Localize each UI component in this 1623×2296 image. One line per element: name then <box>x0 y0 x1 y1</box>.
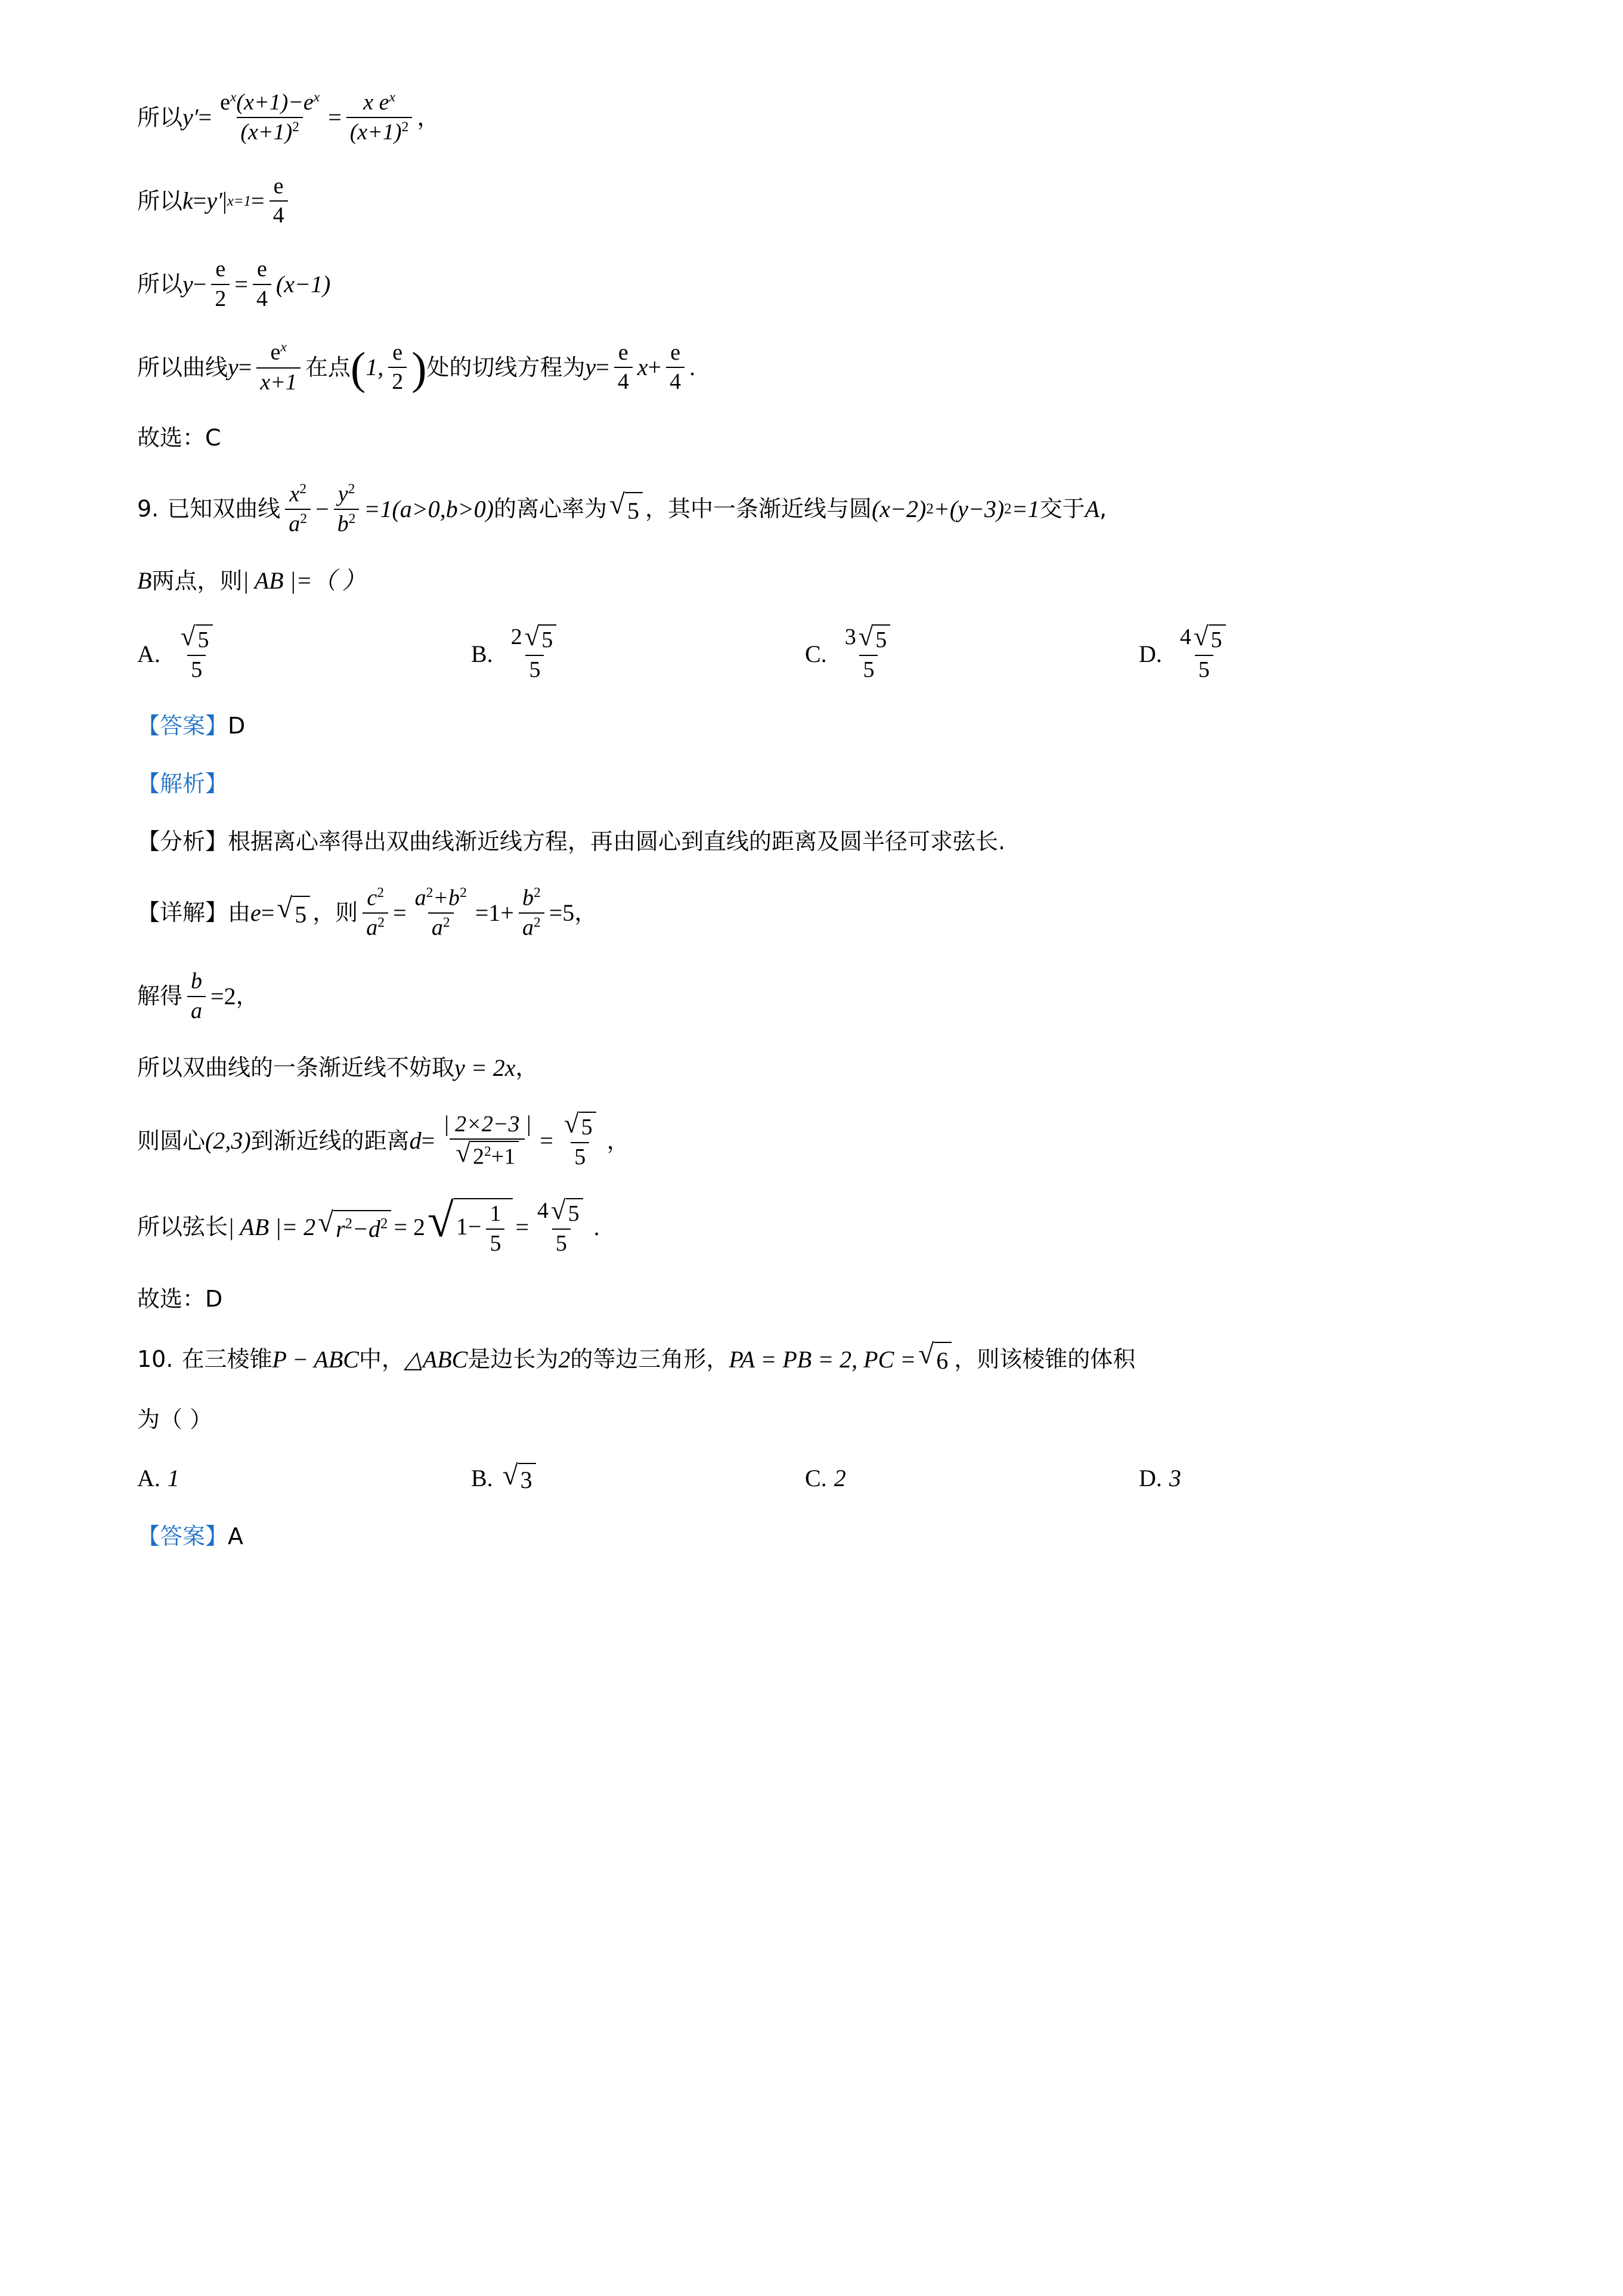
choice-b[interactable] <box>471 621 805 683</box>
equals-4: = <box>251 187 265 215</box>
b-base: b <box>522 885 534 911</box>
radical-sign: √ <box>524 621 540 652</box>
radicand: 5 <box>196 624 213 654</box>
b-base: b <box>337 511 349 537</box>
asymptote-comma: ， <box>515 1054 538 1081</box>
fraction-denominator <box>428 912 454 941</box>
equals-3: = <box>193 187 207 215</box>
radical-sign: √ <box>918 1339 934 1370</box>
fraction-e-over-4-d <box>666 340 684 395</box>
fraction-numerator: e <box>670 339 681 365</box>
fraction-denominator: 2 <box>211 284 230 312</box>
choice-c-label: C. <box>805 640 827 668</box>
solve-eq: =2 <box>210 983 236 1010</box>
radicand: 5 <box>292 896 310 931</box>
fraction-denominator: 5 <box>187 655 206 683</box>
sqrt-3 <box>502 1459 536 1494</box>
fraction-numerator <box>175 621 219 655</box>
fraction-b-a <box>187 968 206 1024</box>
radical-sign: √ <box>428 1194 454 1247</box>
var-y: y <box>182 104 193 131</box>
sqrt-5-b <box>277 892 310 931</box>
chord-eq2: = <box>515 1214 529 1240</box>
q9-circle-2: +(y−3) <box>933 496 1005 523</box>
var-x-1: x <box>637 354 648 381</box>
b-exponent: 2 <box>533 884 541 901</box>
fraction-numerator: b <box>191 968 203 994</box>
q9-text-2: 的离心率为 <box>494 496 608 522</box>
comma-2: , <box>1099 496 1107 522</box>
q10-pabc: P − ABC <box>272 1345 359 1373</box>
fraction-e-over-4 <box>270 174 288 229</box>
fraction-denominator <box>285 509 311 537</box>
q9-solve-row <box>137 968 1495 1024</box>
paren-close-big: ) <box>411 344 427 394</box>
q9-circle-3: =1 <box>1011 496 1040 523</box>
fraction-denominator: a <box>187 996 206 1025</box>
exponent-2: 2 <box>484 1144 491 1160</box>
num-rest: (x+1)−e <box>236 89 314 115</box>
fraction-denominator: 5 <box>571 1142 589 1171</box>
var-y-2: y <box>206 187 218 215</box>
q9-text-5: 两点，则 <box>151 567 243 594</box>
guxuan-d: 故选：D <box>137 1286 223 1313</box>
q10-text-5: ，则该棱锥的体积 <box>954 1346 1136 1373</box>
fraction-denominator <box>237 117 303 146</box>
solve-prefix: 解得 <box>137 983 183 1010</box>
radicand: 5 <box>625 492 643 527</box>
radicand <box>333 1210 391 1245</box>
fraction-denominator: 5 <box>486 1229 504 1257</box>
e-base: e <box>220 89 230 115</box>
a-base: a <box>366 915 378 940</box>
radicand: 3 <box>518 1463 536 1494</box>
fraction-numerator: e <box>618 339 628 365</box>
tangent-tail: (x−1) <box>275 270 331 298</box>
plus-1: + <box>648 354 662 381</box>
fraction-e-over-2 <box>211 256 230 312</box>
paren-open-big: ( <box>350 344 366 394</box>
question-9-number: 9. <box>137 496 159 522</box>
e-exponent: x <box>230 89 237 105</box>
prime-mark: ′ <box>193 104 199 131</box>
fraction-b2-a2 <box>519 885 544 942</box>
fraction-numerator <box>507 621 563 655</box>
fraction-x2-a2 <box>285 481 311 538</box>
xj-eq4: =5 <box>549 899 575 927</box>
q10-pa-pb-pc: PA = PB = 2, PC = <box>729 1345 916 1373</box>
plus-one: +1 <box>491 1144 516 1170</box>
a-base: a <box>522 915 534 940</box>
q10-choice-b[interactable] <box>471 1459 805 1494</box>
choice-d[interactable] <box>1139 621 1237 683</box>
choice-c-value <box>841 621 897 683</box>
r-exponent: 2 <box>345 1215 353 1232</box>
q9-ab-expr: | AB |=（ ） <box>242 567 366 595</box>
radical-sign: √ <box>551 1195 566 1225</box>
fraction-c2-a2 <box>363 885 388 942</box>
radical-sign: √ <box>502 1459 518 1491</box>
dist-eq2: = <box>540 1127 553 1155</box>
fraction-denominator: 4 <box>253 284 271 312</box>
sqrt-icon <box>180 621 213 654</box>
sqrt-1-minus-fifth <box>428 1194 513 1257</box>
dist-comma: ， <box>606 1127 630 1154</box>
fraction-denominator <box>363 912 388 941</box>
coef: 4 <box>1179 624 1191 650</box>
coef: 3 <box>844 624 856 650</box>
fraction-denominator: 2 <box>388 367 407 395</box>
equals-2: = <box>328 104 342 131</box>
q9-answer-row <box>137 711 1495 741</box>
base-2: 2 <box>473 1144 485 1170</box>
fraction-numerator <box>286 481 310 509</box>
q9-text-3: ，其中一条渐近线与圆 <box>645 496 872 522</box>
q10-text-4: 的等边三角形， <box>570 1346 729 1373</box>
fraction-sqrt5-over-5 <box>558 1109 602 1170</box>
sqrt-icon <box>1193 621 1226 654</box>
radical-sign: √ <box>318 1206 334 1238</box>
q9-guxuan-row <box>137 1284 1495 1314</box>
choice-b-label: B. <box>471 640 493 668</box>
solution-line-conclusion <box>137 339 1495 395</box>
a-base: a <box>289 511 301 537</box>
fraction-denominator <box>346 117 413 146</box>
sqrt-icon <box>563 1109 596 1141</box>
radical-sign: √ <box>277 892 293 924</box>
text-suoyi: 所以 <box>137 104 183 131</box>
q10-choice-c-value: 2 <box>834 1465 846 1492</box>
var-y-4: y <box>228 354 239 381</box>
q9-circle-sup: 2 <box>926 501 934 518</box>
fraction-numerator <box>267 339 290 367</box>
xj-eq2: = <box>393 899 407 927</box>
q9-xiangjie-row <box>137 885 1495 942</box>
asymptote-eq: y = 2x <box>454 1054 516 1081</box>
fraction-numerator <box>411 885 470 912</box>
e-base-2: e <box>270 340 281 366</box>
q9-circle-sup-2: 2 <box>1004 501 1012 518</box>
fraction-e-over-4-b <box>253 256 271 312</box>
b-exponent: 2 <box>460 884 467 901</box>
choice-a-value <box>175 621 219 683</box>
fraction-numerator: e <box>256 256 267 282</box>
num2-exponent: x <box>389 89 395 105</box>
q10-text-3: 是边长为 <box>467 1346 559 1373</box>
x-exponent: 2 <box>299 481 306 497</box>
text-curve-prefix: 所以曲线 <box>137 354 228 380</box>
fraction-denominator <box>450 1138 525 1170</box>
text-suoyi-3: 所以 <box>137 271 183 298</box>
den-exponent: 2 <box>292 119 299 135</box>
fraction-numerator <box>519 885 544 912</box>
guxuan-c: 故选：C <box>137 425 221 451</box>
answer-value: A <box>228 1523 244 1549</box>
q10-choice-d[interactable] <box>1139 1464 1181 1492</box>
q10-answer-row <box>137 1521 1495 1552</box>
text-tangent-eq: 处的切线方程为 <box>426 354 586 380</box>
dist-eq: = <box>421 1127 435 1155</box>
sqrt-icon <box>551 1195 583 1227</box>
fraction-numerator <box>558 1109 602 1142</box>
answer-label: 【答案】 <box>137 712 228 739</box>
sqrt-icon <box>858 621 891 654</box>
prime-mark-2: ′ <box>217 187 222 215</box>
fraction-a2b2-a2 <box>411 885 470 942</box>
fraction-numerator: e <box>215 256 226 282</box>
point-x: 1, <box>366 354 384 381</box>
question-9-choices <box>137 621 1495 683</box>
q10-triangle: △ABC <box>404 1345 468 1373</box>
equals-6: = <box>238 354 252 381</box>
fraction-numerator <box>841 621 897 655</box>
num2-base: x e <box>363 89 389 115</box>
fraction-4sqrt5-over-5 <box>534 1195 589 1257</box>
fraction-numerator: e <box>392 339 403 365</box>
c-base: c <box>367 885 377 911</box>
answer-line-c <box>137 423 1495 453</box>
a-exponent: 2 <box>426 884 433 901</box>
radical-sign: √ <box>609 488 625 520</box>
x-base: x <box>289 481 300 507</box>
radical-sign: √ <box>858 621 874 652</box>
fraction-numerator: 1 <box>490 1200 501 1226</box>
fraction-numerator <box>1176 621 1232 655</box>
r-base: r <box>336 1215 345 1242</box>
radicand: 5 <box>539 624 556 654</box>
period-1: . <box>689 354 696 381</box>
equals-1: = <box>198 104 212 131</box>
q9-distance-row <box>137 1109 1495 1171</box>
coef-4: 4 <box>537 1197 549 1223</box>
q10-choice-b-label: B. <box>471 1465 493 1492</box>
point-B: B <box>137 567 152 595</box>
c-exponent: 2 <box>377 884 384 901</box>
radicand <box>470 1141 519 1170</box>
radicand: 5 <box>1209 624 1226 654</box>
equals-5: = <box>234 270 248 298</box>
choice-c[interactable] <box>805 621 1139 683</box>
fraction-denominator: 5 <box>525 655 544 683</box>
chord-ab: | AB |= 2 <box>228 1214 316 1240</box>
choice-b-value <box>507 621 563 683</box>
dist-d: d <box>409 1127 422 1155</box>
q10-side-length: 2 <box>558 1345 571 1373</box>
b-exponent: 2 <box>348 511 356 527</box>
q9-analysis-header <box>137 769 1495 799</box>
fraction-denominator: x+1 <box>256 367 301 396</box>
solution-line-derivative <box>137 89 1495 146</box>
solve-comma: ， <box>236 983 259 1010</box>
asymptote-text: 所以双曲线的一条渐近线不妨取 <box>137 1054 455 1081</box>
a-base: a <box>414 885 426 911</box>
q9-text-1: 已知双曲线 <box>167 496 281 522</box>
den-base: (x+1) <box>240 120 293 145</box>
plus-b: +b <box>433 885 460 911</box>
analysis-label: 【解析】 <box>137 771 228 797</box>
answer-label: 【答案】 <box>137 1523 228 1549</box>
q10-text-2: 中， <box>358 1346 404 1373</box>
dist-mid: 到渐近线的距离 <box>250 1127 410 1154</box>
choice-a[interactable] <box>137 621 471 683</box>
question-10-line-1 <box>137 1339 1495 1377</box>
fenxi-text: 根据离心率得出双曲线渐近线方程，再由圆心到直线的距离及圆半径可求弦长. <box>228 828 1006 855</box>
choice-a-label: A. <box>137 640 160 668</box>
chord-prefix: 所以弦长 <box>137 1214 228 1240</box>
text-suoyi-2: 所以 <box>137 187 183 214</box>
a-exponent: 2 <box>300 511 308 527</box>
q10-text-6: 为（ ） <box>137 1406 213 1433</box>
fraction-numerator: | 2×2−3 | <box>443 1111 532 1137</box>
sqrt-5 <box>609 488 643 527</box>
solution-line-tangent <box>137 256 1495 312</box>
d-exponent: 2 <box>380 1215 388 1232</box>
a-exponent: 2 <box>442 915 450 931</box>
q10-choice-c[interactable] <box>805 1464 1139 1492</box>
choice-d-label: D. <box>1139 640 1162 668</box>
fraction-denominator <box>334 509 360 537</box>
var-y-3: y <box>182 270 193 298</box>
choice-d-value <box>1176 621 1232 683</box>
y-base: y <box>337 481 348 507</box>
question-9-line-2 <box>137 565 1495 597</box>
minus-2: − <box>315 496 329 523</box>
one-minus: 1− <box>456 1212 482 1240</box>
den2-base: (x+1) <box>349 120 402 145</box>
radicand: 5 <box>579 1112 596 1141</box>
q9-chord-row <box>137 1194 1495 1257</box>
fraction-distance <box>439 1112 535 1171</box>
fraction-denominator: 5 <box>552 1229 571 1257</box>
q10-choice-a-value: 1 <box>167 1465 179 1492</box>
e-exponent-3: x <box>280 339 287 355</box>
answer-value: D <box>228 712 246 739</box>
minus-1: − <box>193 270 207 298</box>
radical-sign: √ <box>563 1109 579 1139</box>
fraction-e-over-2-point <box>388 340 407 395</box>
radicand: 6 <box>934 1342 952 1377</box>
question-10-choices <box>137 1459 1495 1494</box>
question-10-line-2 <box>137 1404 1495 1435</box>
fraction-numerator <box>363 885 388 912</box>
xj-tail: ， <box>574 899 597 926</box>
question-9-line-1 <box>137 481 1495 538</box>
dist-point: (2,3) <box>205 1127 251 1155</box>
fraction-numerator <box>334 481 359 509</box>
equals-7: = <box>596 354 609 381</box>
sqrt-6 <box>918 1339 952 1377</box>
var-k: k <box>182 187 193 215</box>
den2-exponent: 2 <box>401 119 409 135</box>
q9-circle-1: (x−2) <box>871 496 927 523</box>
fraction-derivative-1 <box>216 89 323 146</box>
radicand <box>454 1198 513 1257</box>
xiangjie-label: 【详解】 <box>137 899 228 926</box>
y-exponent: 2 <box>348 481 355 497</box>
q10-choice-c-label: C. <box>805 1465 827 1492</box>
chord-period: . <box>593 1214 600 1240</box>
xj-e: e <box>250 899 261 927</box>
a-exponent: 2 <box>533 915 541 931</box>
var-y-5: y <box>585 354 596 381</box>
radical-sign: √ <box>180 621 196 652</box>
fraction-denominator: 4 <box>270 200 288 229</box>
a-exponent: 2 <box>377 915 385 931</box>
fraction-denominator <box>519 912 544 941</box>
e-exponent-2: x <box>313 89 320 105</box>
xj-eq: = <box>261 899 275 927</box>
sqrt-r2-d2 <box>318 1206 391 1245</box>
fraction-denominator: 5 <box>859 655 878 683</box>
fraction-denominator: 4 <box>614 367 633 395</box>
q10-text-1: 在三棱锥 <box>181 1346 272 1373</box>
fraction-denominator: 4 <box>666 367 684 395</box>
coef: 2 <box>510 624 522 650</box>
fraction-numerator <box>360 89 399 117</box>
fraction-numerator <box>534 1195 589 1229</box>
q9-asymptote-row <box>137 1052 1495 1084</box>
text-at-point: 在点 <box>305 354 351 380</box>
q9-eq1: =1(a>0,b>0) <box>364 496 494 523</box>
sqrt-icon <box>524 621 557 654</box>
xj-eq3: =1+ <box>475 899 514 927</box>
chord-eq: = 2 <box>394 1214 426 1240</box>
fraction-denominator: 5 <box>1195 655 1213 683</box>
fraction-numerator: e <box>273 173 284 199</box>
eval-subscript: x=1 <box>227 193 252 209</box>
radical-sign: √ <box>1193 621 1209 652</box>
question-10-number: 10. <box>137 1346 174 1373</box>
fenxi-label: 【分析】 <box>137 828 228 855</box>
a-base: a <box>431 915 443 940</box>
point-A: A <box>1085 496 1100 523</box>
fraction-y2-b2 <box>334 481 360 538</box>
q10-choice-d-value: 3 <box>1169 1465 1181 1492</box>
sqrt-denominator <box>456 1138 519 1170</box>
q10-choice-d-label: D. <box>1139 1465 1162 1492</box>
fraction-derivative-2 <box>346 89 413 146</box>
solution-line-slope <box>137 174 1495 229</box>
eval-bar: | <box>222 187 227 215</box>
radical-sign: √ <box>456 1138 471 1168</box>
dist-prefix: 则圆心 <box>137 1127 206 1154</box>
fraction-numerator <box>216 89 323 117</box>
q10-choice-a-label: A. <box>137 1465 160 1492</box>
fraction-e-over-4-c <box>614 340 633 395</box>
fraction-one-fifth <box>486 1201 504 1257</box>
minus-d: −d <box>352 1215 381 1242</box>
comma-1: ， <box>417 104 440 131</box>
q9-text-4: 交于 <box>1039 496 1085 522</box>
fraction-ex-over-x1 <box>256 339 301 395</box>
radicand: 5 <box>873 624 890 654</box>
xj-comma: ，则 <box>312 899 358 926</box>
radicand: 5 <box>566 1198 583 1227</box>
xj-by: 由 <box>228 899 251 926</box>
q10-choice-a[interactable] <box>137 1464 471 1492</box>
q9-fenxi-row <box>137 827 1495 857</box>
